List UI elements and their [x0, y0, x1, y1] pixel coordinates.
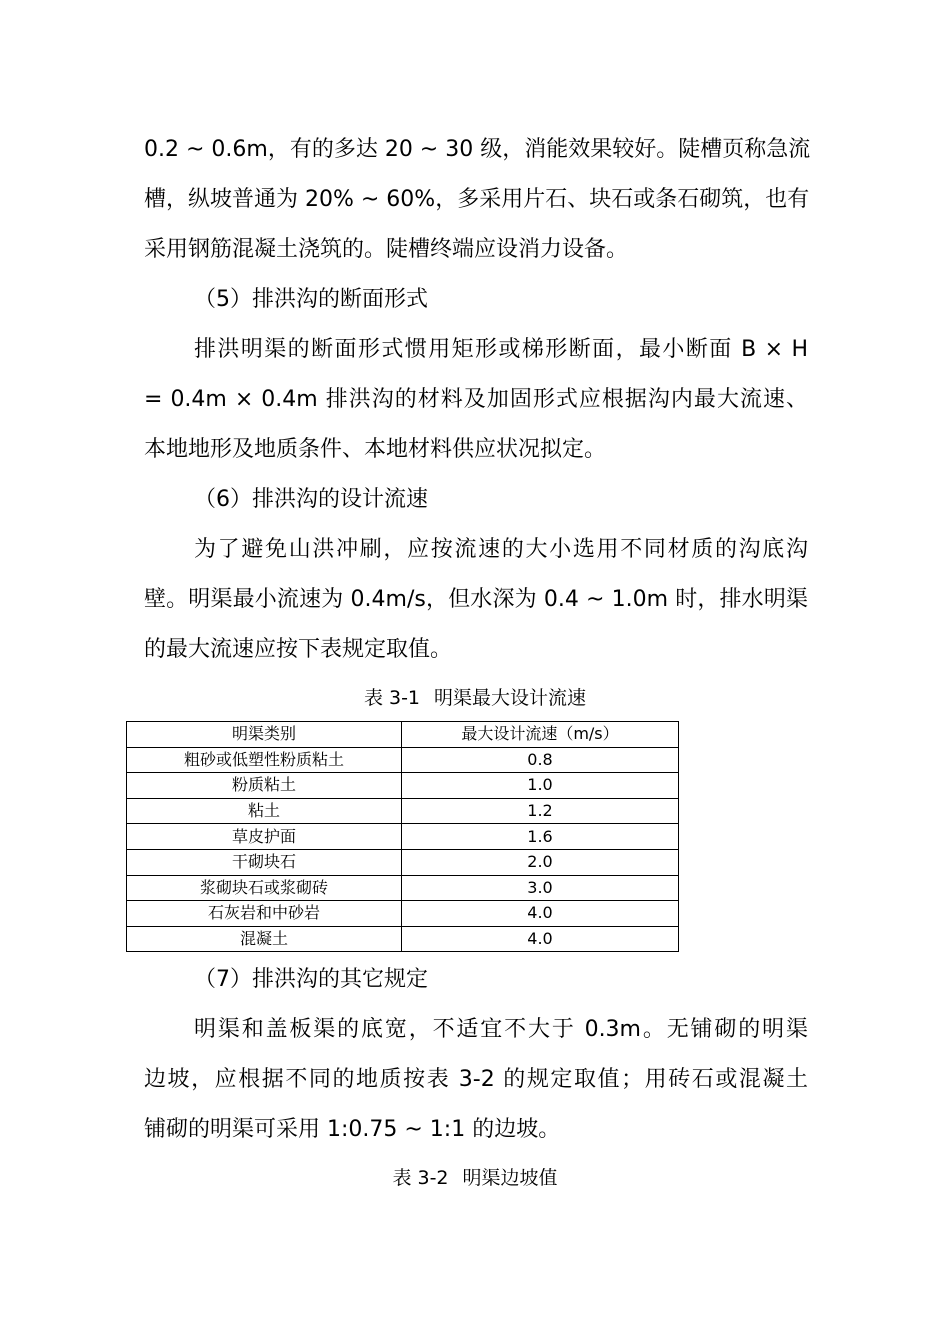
section-heading-7: （7）排洪沟的其它规定: [194, 967, 428, 992]
paragraph-2-line-2: = 0.4m × 0.4m 排洪沟的材料及加固形式应根据沟内最大流速、: [144, 387, 808, 412]
table-1-caption-number: 表 3-1: [363, 687, 421, 709]
table-row: [127, 747, 679, 773]
table-row: [127, 926, 679, 952]
paragraph-3-line-3: 的最大流速应按下表规定取值。: [144, 637, 453, 662]
table-row: [127, 773, 679, 799]
header-channel-type: 明渠类别: [127, 722, 402, 748]
cell-channel-type: 石灰岩和中砂岩: [127, 901, 402, 927]
table-2-caption: [0, 1165, 950, 1191]
cell-channel-type: 草皮护面: [127, 824, 402, 850]
section-heading-6: （6）排洪沟的设计流速: [194, 487, 428, 512]
paragraph-2-line-3: 本地地形及地质条件、本地材料供应状况拟定。: [144, 437, 607, 462]
table-header-row: [127, 722, 679, 748]
table-row: [127, 875, 679, 901]
cell-max-speed: 0.8: [402, 747, 679, 773]
cell-max-speed: 3.0: [402, 875, 679, 901]
table-1-caption-title: 明渠最大设计流速: [434, 687, 587, 709]
paragraph-4-line-1: 明渠和盖板渠的底宽，不适宜不大于 0.3m。无铺砌的明渠: [194, 1017, 808, 1042]
cell-channel-type: 粉质粘土: [127, 773, 402, 799]
paragraph-2-line-1: 排洪明渠的断面形式惯用矩形或梯形断面，最小断面 B × H: [194, 337, 808, 362]
paragraph-3-line-2: 壁。明渠最小流速为 0.4m/s，但水深为 0.4 ~ 1.0m 时，排水明渠: [144, 587, 808, 612]
cell-max-speed: 1.0: [402, 773, 679, 799]
table-row: [127, 901, 679, 927]
cell-max-speed: 1.6: [402, 824, 679, 850]
cell-channel-type: 粘土: [127, 798, 402, 824]
table-1-caption: [0, 685, 950, 711]
table-row: [127, 824, 679, 850]
cell-max-speed: 4.0: [402, 901, 679, 927]
cell-channel-type: 干砌块石: [127, 849, 402, 875]
table-row: [127, 798, 679, 824]
cell-channel-type: 浆砌块石或浆砌砖: [127, 875, 402, 901]
cell-channel-type: 混凝土: [127, 926, 402, 952]
cell-max-speed: 2.0: [402, 849, 679, 875]
paragraph-4-line-3: 铺砌的明渠可采用 1:0.75 ~ 1:1 的边坡。: [144, 1117, 561, 1142]
cell-channel-type: 粗砂或低塑性粉质粘土: [127, 747, 402, 773]
table-2-caption-title: 明渠边坡值: [462, 1167, 558, 1189]
cell-max-speed: 4.0: [402, 926, 679, 952]
paragraph-3-line-1: 为了避免山洪冲刷，应按流速的大小选用不同材质的沟底沟: [194, 537, 808, 562]
table-2-caption-number: 表 3-2: [392, 1167, 449, 1189]
paragraph-1-line-2: 槽，纵坡普通为 20% ~ 60%，多采用片石、块石或条石砌筑，也有: [144, 187, 810, 212]
cell-max-speed: 1.2: [402, 798, 679, 824]
paragraph-1-line-3: 采用钢筋混凝土浇筑的。陡槽终端应设消力设备。: [144, 237, 629, 262]
paragraph-4-line-2: 边坡，应根据不同的地质按表 3-2 的规定取值；用砖石或混凝土: [144, 1067, 808, 1092]
table-row: [127, 849, 679, 875]
section-heading-5: （5）排洪沟的断面形式: [194, 287, 428, 312]
max-flow-speed-table: [126, 721, 679, 952]
paragraph-1-line-1: 0.2 ~ 0.6m，有的多达 20 ~ 30 级，消能效果较好。陡槽页称急流: [144, 137, 811, 162]
header-max-speed: 最大设计流速（m/s）: [402, 722, 679, 748]
